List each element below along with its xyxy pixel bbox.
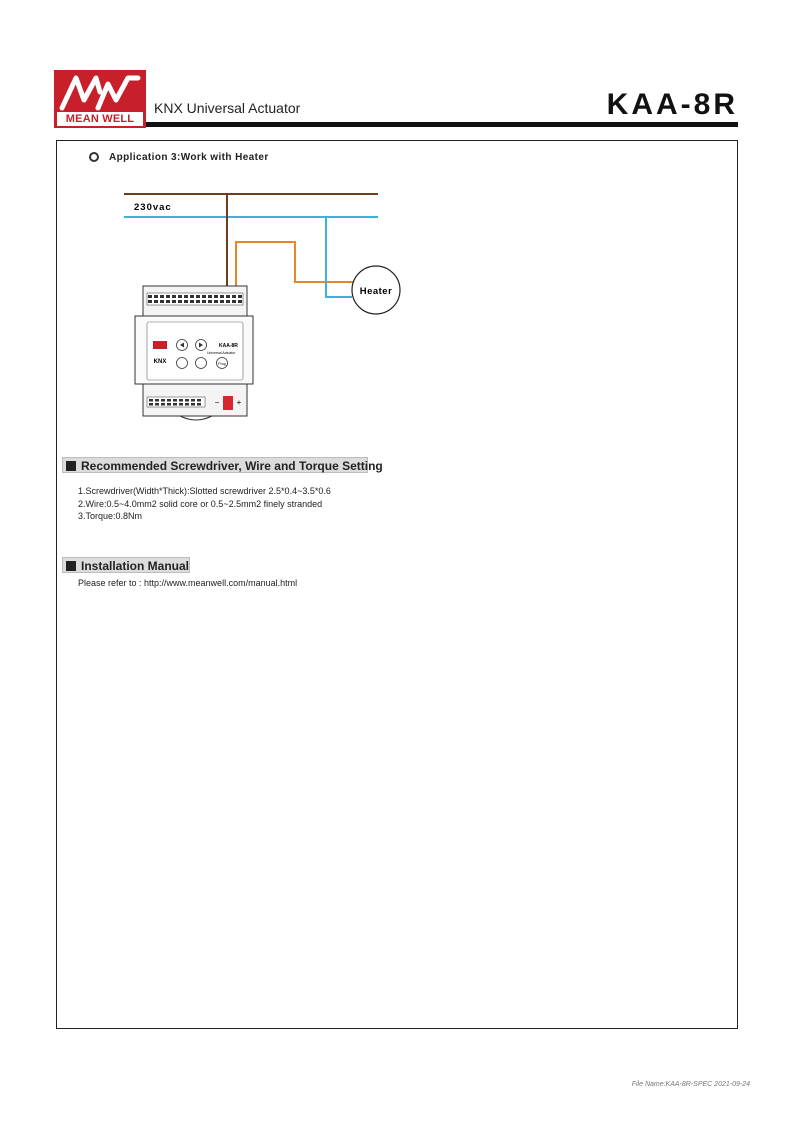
screwdriver-section-title: Recommended Screwdriver, Wire and Torque Setting	[81, 459, 383, 473]
screwdriver-spec-line: 1.Screwdriver(Width*Thick):Slotted screwdriver 2.5*0.4~3.5*0.6	[78, 486, 331, 496]
kaa-8r-device	[135, 286, 253, 420]
heater-label: Heater	[359, 286, 393, 297]
device-model-label: KAA-8R	[219, 343, 238, 349]
device-knx-label: KNX	[153, 359, 167, 365]
doc-title: KNX Universal Actuator	[154, 100, 301, 116]
mw-logo-mark	[54, 70, 146, 114]
device-logo-icon	[153, 341, 167, 349]
bus-minus-label: −	[214, 398, 220, 407]
switched-wire	[236, 242, 356, 300]
prog-label: Prog	[218, 362, 226, 366]
relay-button-icon	[196, 358, 207, 369]
mean-well-logo	[54, 70, 146, 128]
application-heading: Application 3:Work with Heater	[109, 152, 269, 163]
supply-label: 230vac	[134, 202, 172, 213]
model-number: KAA-8R	[606, 88, 738, 121]
installation-section-title: Installation Manual	[81, 559, 190, 573]
logo-text: MEAN WELL	[57, 112, 143, 126]
wiring-diagram	[56, 160, 416, 430]
bus-plus-label: +	[236, 398, 242, 407]
device-sub-label: Universal Actuator	[207, 351, 236, 355]
header-rule	[146, 122, 738, 127]
wire-spec-line: 2.Wire:0.5~4.0mm2 solid core or 0.5~2.5mm2 finely stranded	[78, 499, 323, 509]
file-info-footer: File Name:KAA-8R-SPEC 2021-09-24	[631, 1081, 750, 1088]
installation-manual-text: Please refer to : http://www.meanwell.com/manual.html	[78, 578, 298, 588]
relay-button-icon	[177, 358, 188, 369]
neutral-load-wire	[326, 217, 352, 297]
installation-section-heading	[62, 557, 190, 573]
screwdriver-section-heading	[62, 457, 383, 473]
top-terminal-block	[147, 293, 243, 305]
torque-spec-line: 3.Torque:0.8Nm	[78, 511, 143, 521]
section-square-icon	[66, 561, 76, 571]
bus-connector-icon	[223, 396, 233, 410]
section-square-icon	[66, 461, 76, 471]
